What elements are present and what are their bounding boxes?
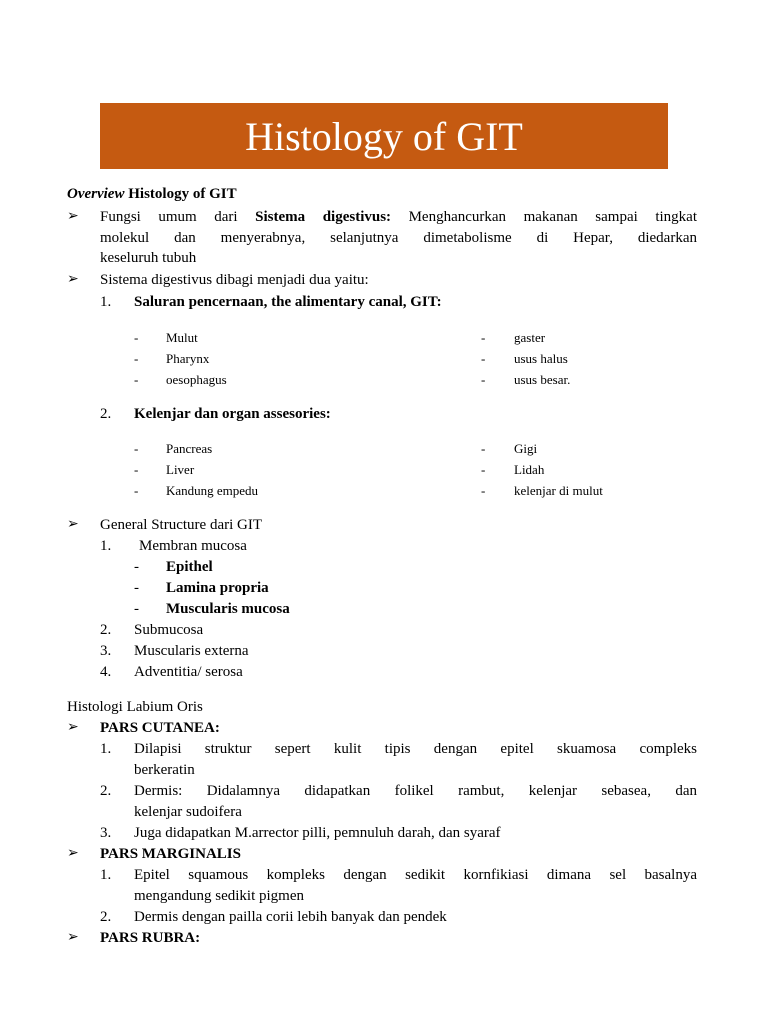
arrow-bullet-icon: ➢ (67, 930, 79, 945)
cutanea-number: 2. (100, 783, 112, 799)
cutanea-number: 3. (100, 825, 112, 841)
group2-label: Kelenjar dan organ assesories: (134, 406, 331, 422)
list-item: Lidah (514, 462, 545, 477)
arrow-bullet-icon: ➢ (67, 209, 79, 224)
general-item-label: Membran mucosa (139, 538, 247, 554)
general-sub-item: Epithel (166, 559, 213, 575)
list-item: Pancreas (166, 441, 213, 456)
general-item-number: 2. (100, 622, 112, 638)
general-sub-item: Muscularis mucosa (166, 601, 290, 617)
group2-number: 2. (100, 406, 112, 422)
arrow-bullet-icon: ➢ (67, 272, 79, 287)
general-item-label: Muscularis externa (134, 643, 249, 659)
list-item: Pharynx (166, 351, 210, 366)
list-item: gaster (514, 330, 546, 345)
marginalis-number: 2. (100, 909, 112, 925)
list-item: oesophagus (166, 372, 227, 387)
list-item: usus besar. (514, 372, 571, 387)
labium-heading: Histologi Labium Oris (67, 699, 203, 715)
marginalis-number: 1. (100, 867, 112, 883)
general-item-label: Submucosa (134, 622, 204, 638)
title-banner (100, 103, 668, 169)
page-title: Histology of GIT (245, 113, 523, 159)
list-item: Mulut (166, 330, 198, 345)
group1-number: 1. (100, 294, 112, 310)
arrow-bullet-icon: ➢ (67, 517, 79, 532)
marginalis-item-2-line-1: Dermis dengan pailla corii lebih banyak dan pendek (134, 909, 447, 925)
fungsi-line-1: Fungsi umum dari Sistema digestivus: Menghancurkan makanan sampai tingkat (100, 209, 697, 225)
general-heading: General Structure dari GIT (100, 517, 263, 533)
overview-heading: Overview Histology of GIT (67, 186, 237, 202)
list-item: kelenjar di mulut (514, 483, 603, 498)
cutanea-item-2-line-1: Dermis: Didalamnya didapatkan folikel rambut, kelenjar sebasea, dan (134, 783, 697, 799)
section-title-rubra: PARS RUBRA: (100, 930, 201, 946)
cutanea-number: 1. (100, 741, 112, 757)
general-item-number: 3. (100, 643, 112, 659)
marginalis-item-1-line-2: mengandung sedikit pigmen (134, 888, 304, 904)
document-page: Histology of GIT Overview Histology of GIT ➢ Fungsi umum dari Sistema digestivus: Menghancurkan makanan sampai tingkat molekul dan menyerabnya, selanjutnya dimetabolisme di Hepar, diedarkan keseluruh tubuh ➢ Sistema digestivus dibagi menjadi dua yaitu: 1. Saluran pencernaan, the alimentary canal, GIT: - Mulut - Pharynx - oesophagus - gaster - usus halus - usus besar. 2. Kelenjar dan organ assesories: - Pancreas - Liver - Kandung empedu - Gigi - Lidah - kelenjar di mulut ➢ General Structure dari GIT 1. Membran mucosa - Epithel - Lamina propria - Muscularis mucosa 2. Submucosa 3. Muscularis externa 4. Adventitia/ serosa Histologi Labium Oris ➢ PARS CUTANEA: 1. Dilapisi struktur sepert kulit tipis dengan epitel skuamosa compleks berkeratin 2. Dermis: Didalamnya didapatkan folikel rambut, kelenjar sebasea, dan kelenjar sudoifera 3. Juga didapatkan M.arrector pilli, pemnuluh darah, dan syaraf ➢ PARS MARGINALIS 1. Epitel squamous kompleks dengan sedikit kornfikiasi dimana sel basalnya mengandung sedikit pigmen 2. Dermis dengan pailla corii lebih banyak dan pendek ➢ PARS RUBRA: (0, 0, 768, 1024)
arrow-bullet-icon: ➢ (67, 846, 79, 861)
section-title-cutanea: PARS CUTANEA: (100, 720, 220, 736)
general-item-number: 1. (100, 538, 112, 554)
list-item: Gigi (514, 441, 538, 456)
list-item: Kandung empedu (166, 483, 259, 498)
list-item: usus halus (514, 351, 568, 366)
arrow-bullet-icon: ➢ (67, 720, 79, 735)
list-item: Liver (166, 462, 195, 477)
fungsi-line-2: molekul dan menyerabnya, selanjutnya dimetabolisme di Hepar, diedarkan (100, 230, 697, 246)
fungsi-line-3: keseluruh tubuh (100, 250, 197, 266)
general-sub-item: Lamina propria (166, 580, 269, 596)
sistema-dibagi-text: Sistema digestivus dibagi menjadi dua yaitu: (100, 272, 369, 288)
section-title-marginalis: PARS MARGINALIS (100, 846, 241, 862)
general-item-label: Adventitia/ serosa (134, 664, 243, 680)
cutanea-item-1-line-2: berkeratin (134, 762, 195, 778)
general-item-number: 4. (100, 664, 112, 680)
group1-label: Saluran pencernaan, the alimentary canal, GIT: (134, 294, 442, 310)
marginalis-item-1-line-1: Epitel squamous kompleks dengan sedikit kornfikiasi dimana sel basalnya (134, 867, 697, 883)
cutanea-item-1-line-1: Dilapisi struktur sepert kulit tipis dengan epitel skuamosa compleks (134, 741, 697, 757)
cutanea-item-3-line-1: Juga didapatkan M.arrector pilli, pemnuluh darah, dan syaraf (134, 825, 501, 841)
cutanea-item-2-line-2: kelenjar sudoifera (134, 804, 242, 820)
